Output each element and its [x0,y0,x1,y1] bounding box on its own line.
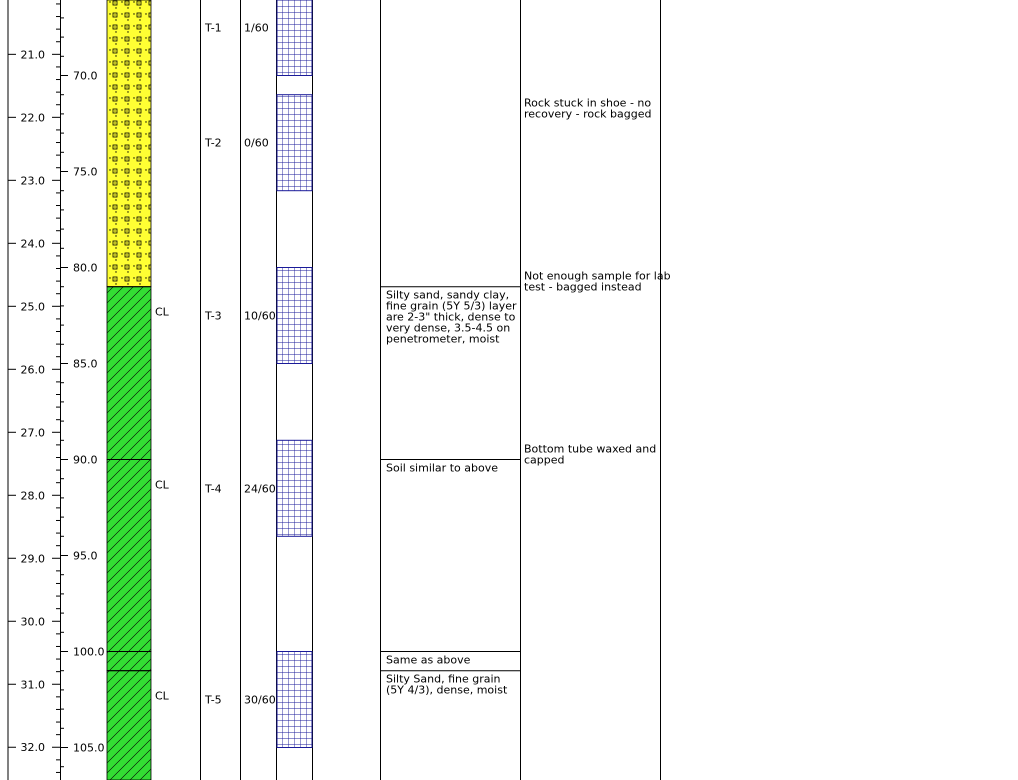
sample-tube [277,0,312,76]
sample-label: T-2 [205,136,222,150]
m-tick-label: 32.0 [20,741,45,755]
lithology-column [107,0,170,780]
sample-column [204,0,312,748]
description-line: Soil similar to above [386,461,498,475]
layer-clay-2 [107,460,151,652]
sample-recovery: 30/60 [244,693,276,707]
description-line: fine grain (5Y 5/3) layer [386,299,517,313]
layer-clay-4 [107,671,151,780]
sample-recovery: 1/60 [244,21,269,35]
uscs-label: CL [155,689,169,703]
layer-clay-3 [107,652,151,671]
ft-tick-label: 90.0 [73,453,98,467]
remark-line: Bottom tube waxed and [524,442,657,456]
remark-line: recovery - rock bagged [524,107,652,121]
sample-recovery: 0/60 [244,136,269,150]
remark-line: capped [524,453,565,467]
ft-tick-label: 100.0 [73,645,105,659]
m-tick-label: 24.0 [20,237,45,251]
ft-tick-label: 105.0 [73,741,105,755]
description-line: penetrometer, moist [386,332,500,346]
remark-line: Not enough sample for lab [524,269,671,283]
m-tick-label: 30.0 [20,615,45,629]
remark-line: test - bagged instead [524,280,642,294]
m-tick-label: 31.0 [20,678,45,692]
sample-label: T-3 [205,309,222,323]
m-tick-label: 27.0 [20,426,45,440]
sample-tube [277,95,312,191]
uscs-label: CL [155,305,169,319]
depth-meters-axis [8,4,60,773]
description-line: (5Y 4/3), dense, moist [386,683,508,697]
ft-tick-label: 95.0 [73,549,98,563]
m-tick-label: 22.0 [20,111,45,125]
sample-recovery: 24/60 [244,482,276,496]
sample-label: T-1 [205,21,222,35]
description-line: Silty Sand, fine grain [386,672,501,686]
sample-tube [277,268,312,364]
m-tick-label: 21.0 [20,48,45,62]
remark-line: Rock stuck in shoe - no [524,96,652,110]
description-line: Silty sand, sandy clay, [386,288,510,302]
sample-tube [277,652,312,748]
description-line: very dense, 3.5-4.5 on [386,321,511,335]
layer-sand [107,0,151,287]
m-tick-label: 25.0 [20,300,45,314]
depth-feet-axis [60,18,105,767]
description-column [380,0,520,697]
m-tick-label: 28.0 [20,489,45,503]
m-tick-label: 23.0 [20,174,45,188]
ft-tick-label: 75.0 [73,165,98,179]
m-tick-label: 26.0 [20,363,45,377]
description-line: Same as above [386,653,471,667]
sample-tube [277,440,312,536]
remarks-column [524,97,671,467]
sample-label: T-4 [205,482,222,496]
ft-tick-label: 80.0 [73,261,98,275]
uscs-label: CL [155,478,169,492]
description-line: are 2-3" thick, dense to [386,310,516,324]
m-tick-label: 29.0 [20,552,45,566]
layer-clay-1 [107,287,151,460]
sample-label: T-5 [205,693,222,707]
ft-tick-label: 70.0 [73,69,98,83]
ft-tick-label: 85.0 [73,357,98,371]
sample-recovery: 10/60 [244,309,276,323]
